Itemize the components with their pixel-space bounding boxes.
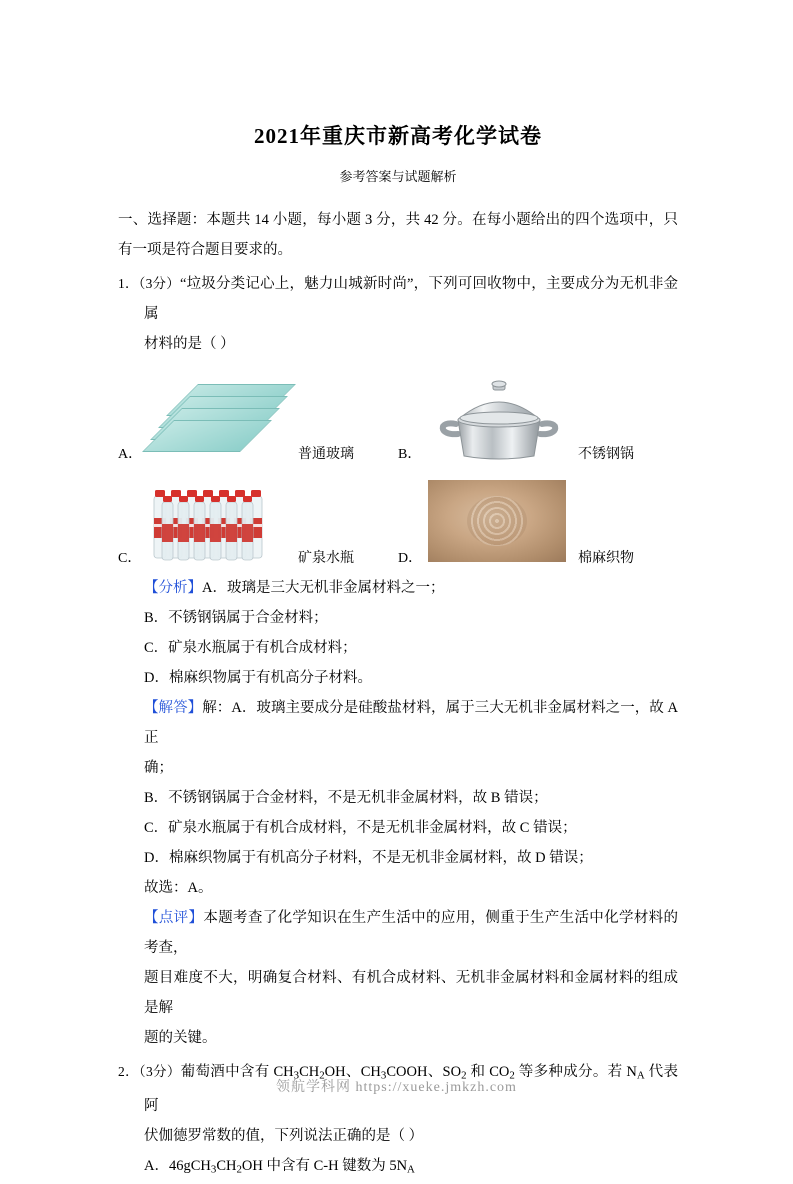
question-1-comment-line-2: 题目难度不大，明确复合材料、有机合成材料、无机非金属材料和金属材料的组成是解 [144, 970, 678, 1016]
cotton-linen-fabric-image [424, 474, 574, 569]
option-row-ab [118, 365, 678, 465]
option-c [118, 469, 398, 569]
analysis-text-1: A．玻璃是三大无机非金属材料之一； [202, 580, 445, 596]
question-1-score: （3分） [138, 276, 180, 291]
question-1-options [118, 365, 678, 569]
question-1-comment-line-1 [118, 903, 678, 963]
stainless-steel-pot-image [424, 370, 574, 465]
option-b-text: 不锈钢锅 [578, 447, 634, 462]
option-b-label: B． [398, 447, 422, 462]
option-c-label: C． [118, 551, 142, 566]
glass-stack-graphic [154, 380, 284, 460]
footer-watermark: 领航学科网 https://xueke.jmkzh.com [276, 1080, 517, 1095]
question-1-answer-line-1 [118, 693, 678, 753]
question-1 [118, 269, 678, 1053]
question-1-stem-text-1: “垃圾分类记心上，魅力山城新时尚”，下列可回收物中，主要成分为无机非金属 [144, 276, 679, 322]
answer-tag: 【解答】 [144, 700, 203, 716]
question-1-answer-line-6: 故选：A。 [144, 880, 213, 896]
question-1-number: 1． [118, 276, 139, 291]
question-1-analysis-line-2: B．不锈钢锅属于合金材料； [144, 610, 328, 626]
option-row-cd [118, 469, 678, 569]
mineral-water-bottles-image [144, 474, 294, 569]
comment-tag: 【点评】 [144, 910, 204, 926]
pot-graphic [432, 378, 566, 464]
glass-panes-image [144, 370, 294, 465]
fabric-graphic [428, 480, 566, 562]
question-2-stem-line-2: 伏伽德罗常数的值，下列说法正确的是（ ） [144, 1127, 424, 1144]
question-1-answer-line-4: C．矿泉水瓶属于有机合成材料，不是无机非金属材料，故 C 错误； [144, 820, 577, 836]
bottles-graphic [148, 480, 288, 568]
question-1-analysis-line-4: D．棉麻织物属于有机高分子材料。 [144, 670, 372, 686]
section-heading: 一、选择题：本题共 14 小题，每小题 3 分，共 42 分。在每小题给出的四个选项中，只有一项是符合题目要求的。 [118, 212, 678, 258]
document-content [118, 120, 678, 1184]
question-1-analysis-line-1 [118, 573, 678, 603]
question-2-number: 2． [118, 1064, 139, 1079]
answer-text-1: 解：A．玻璃主要成分是硅酸盐材料，属于三大无机非金属材料之一，故 A 正 [144, 700, 678, 746]
question-1-answer-line-2: 确； [144, 760, 173, 776]
question-1-answer-line-5: D．棉麻织物属于有机高分子材料，不是无机非金属材料，故 D 错误； [144, 850, 593, 866]
question-1-analysis-line-3: C．矿泉水瓶属于有机合成材料； [144, 640, 357, 656]
question-1-answer-line-3: B．不锈钢锅属于合金材料，不是无机非金属材料，故 B 错误； [144, 790, 548, 806]
question-1-stem-line-2: 材料的是（ ） [144, 336, 235, 352]
fabric-swirl [467, 496, 527, 546]
page-subtitle: 参考答案与试题解析 [339, 169, 457, 184]
option-b [398, 365, 678, 465]
page-title: 2021年重庆市新高考化学试卷 [254, 124, 542, 148]
option-a-label: A． [118, 447, 143, 462]
comment-text-1: 本题考查了化学知识在生产生活中的应用，侧重于生产生活中化学材料的考查， [144, 910, 679, 956]
option-a-text: 普通玻璃 [298, 447, 354, 462]
option-c-text: 矿泉水瓶 [298, 551, 354, 566]
option-a [118, 365, 398, 465]
question-1-stem-line-1 [118, 269, 678, 329]
question-2-stem-text-1: 葡萄酒中含有 $CH_3CH_2OH$、$CH_3COOH$、$SO_2$ 和 $CO_2$ 等多种成分。若 $N_A$ 代表阿 [144, 1064, 678, 1114]
question-1-comment-line-3: 题的关键。 [144, 1030, 217, 1046]
question-2-score: （3分） [138, 1064, 181, 1079]
question-2-option-a: A．$46gCH_3CH_2OH$ 中含有 C‑H 键数为 $5N_A$ [144, 1157, 415, 1176]
analysis-tag: 【分析】 [144, 580, 202, 596]
option-d-text: 棉麻织物 [578, 551, 634, 566]
option-d [398, 469, 678, 569]
option-d-label: D． [398, 551, 423, 566]
